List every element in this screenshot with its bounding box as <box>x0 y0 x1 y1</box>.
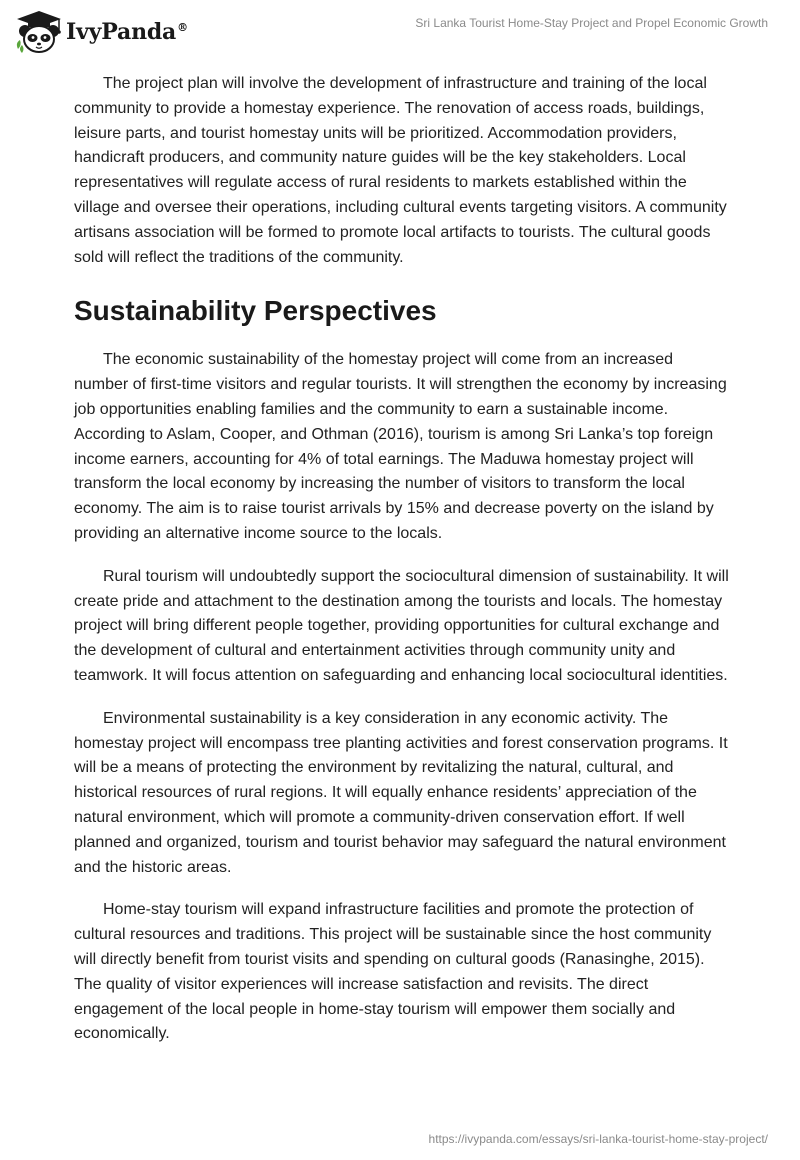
panda-graduate-icon <box>14 9 64 55</box>
section-heading: Sustainability Perspectives <box>74 295 437 327</box>
source-url-link[interactable]: https://ivypanda.com/essays/sri-lanka-tourist-home-stay-project/ <box>428 1132 768 1146</box>
environmental-sustainability-paragraph: Environmental sustainability is a key consideration in any economic activity. The homestay project will encompass tree planting activities and forest conservation programs. It will be a means of protecting the environment by revitalizing the natural, cultural, and historical resources of rural regions. It will equally enhance residents’ appreciation of the natural environment, which will promote a community-driven conservation effort. If well planned and organized, tourism and tourist behavior may safeguard the natural environment and the historic areas. <box>74 709 728 876</box>
ivypanda-logo[interactable] <box>14 8 188 56</box>
intro-paragraph: The project plan will involve the development of infrastructure and training of the local community to provide a homestay experience. The renovation of access roads, buildings, leisure parts, and tourist homestay units will be prioritized. Accommodation providers, handicraft producers, and community nature guides will be the key stakeholders. Local representatives will regulate access of rural residents to markets established within the village and oversee their operations, including cultural events targeting visitors. A community artisans association will be formed to promote local artifacts to tourists. The cultural goods sold will reflect the traditions of the community. <box>74 75 727 266</box>
economic-sustainability-paragraph: The economic sustainability of the homestay project will come from an increased number of first-time visitors and regular tourists. It will strengthen the economy by increasing job opportunities enabling families and the community to earn a sustainable income. According to Aslam, Cooper, and Othman (2016), tourism is among Sri Lanka’s top foreign income earners, accounting for 4% of total earnings. The Maduwa homestay project will transform the local economy by increasing the number of visitors to transform the local economy. The aim is to raise tourist arrivals by 15% and decrease poverty on the island by providing an alternative income source to the locals. <box>74 351 727 542</box>
sociocultural-sustainability-paragraph: Rural tourism will undoubtedly support the sociocultural dimension of sustainability. It will create pride and attachment to the destination among the tourists and locals. The homestay project will bring different people together, providing opportunities for cultural exchange and the development of cultural and entertainment activities through community unity and teamwork. It will focus attention on safeguarding and enhancing local sociocultural identities. <box>74 567 729 684</box>
homestay-benefits-paragraph: Home-stay tourism will expand infrastructure facilities and promote the protection of cultural resources and traditions. This project will be sustainable since the host community will directly benefit from tourist visits and spending on cultural goods (Ranasinghe, 2015). The quality of visitor experiences will increase satisfaction and revisits. The direct engagement of the local people in home-stay tourism will empower them socially and economically. <box>74 901 712 1043</box>
registered-mark: ® <box>177 20 188 34</box>
brand-name: IvyPanda <box>66 19 177 45</box>
document-title: Sri Lanka Tourist Home-Stay Project and Propel Economic Growth <box>415 16 768 30</box>
essay-content <box>74 72 729 1065</box>
page-header <box>0 0 800 64</box>
logo-wordmark <box>66 19 188 45</box>
